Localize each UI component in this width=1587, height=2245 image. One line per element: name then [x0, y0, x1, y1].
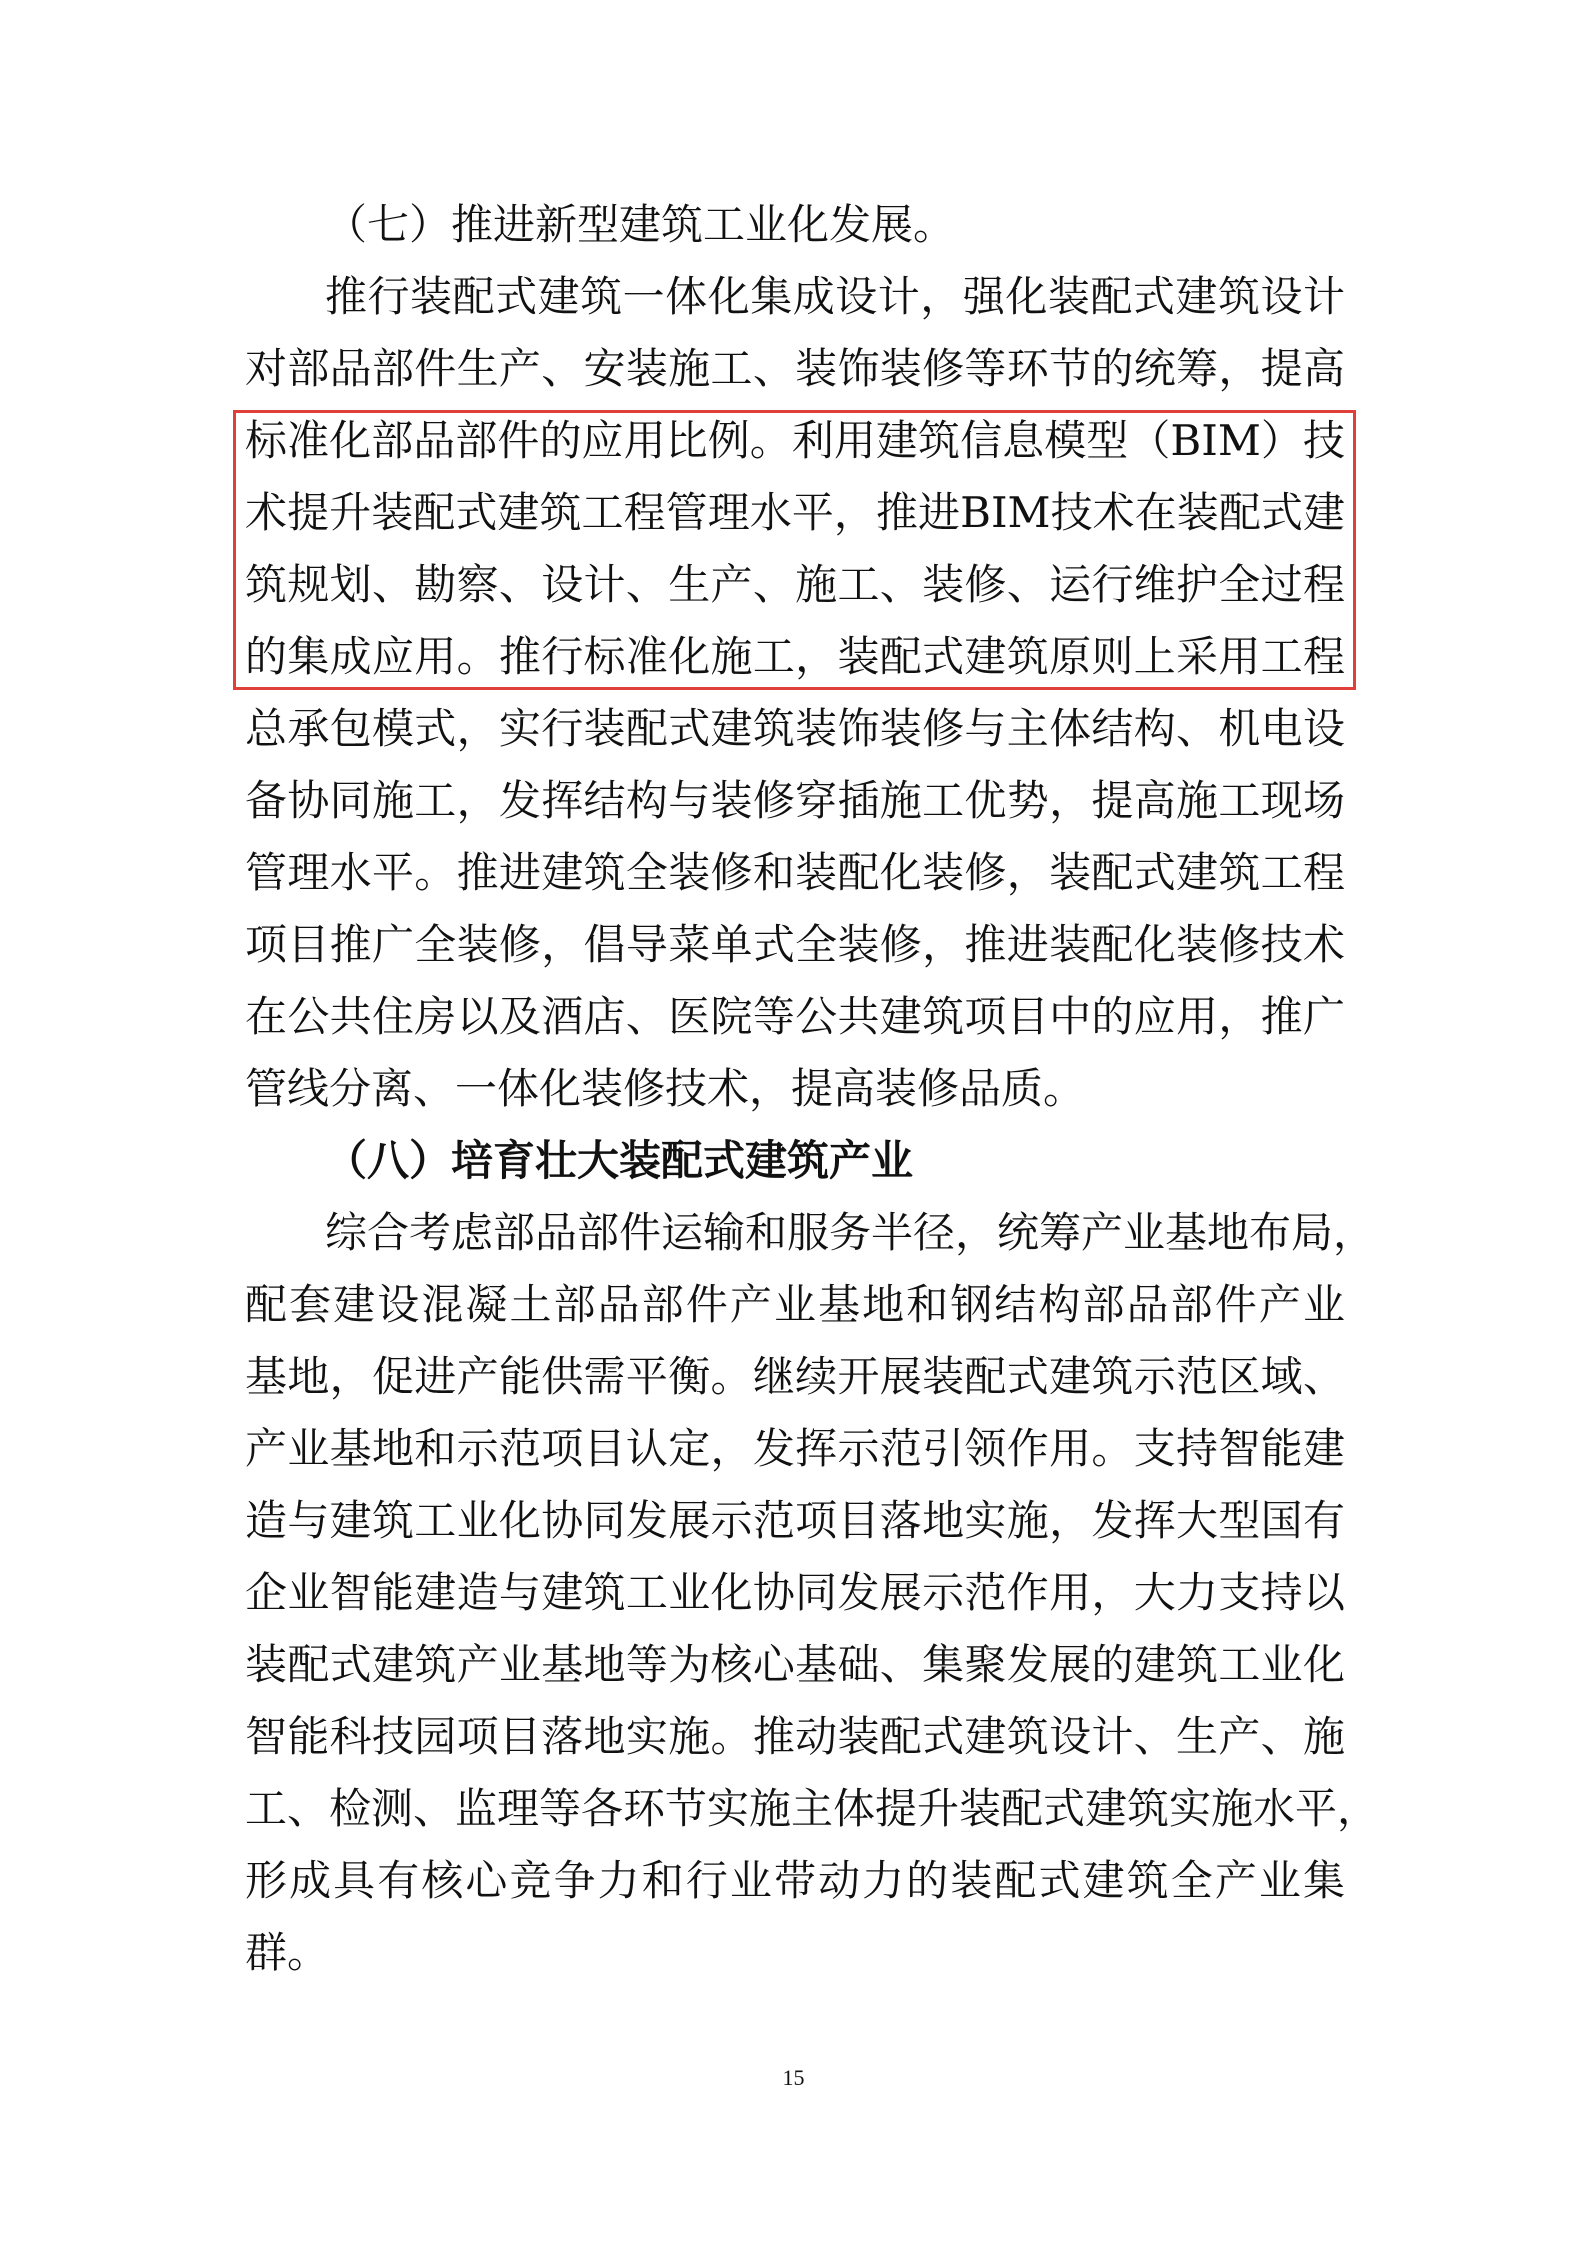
paragraph-line: 管理水平。推进建筑全装修和装配化装修，装配式建筑工程 [245, 848, 1345, 897]
paragraph-line: 装配式建筑产业基地等为核心基础、集聚发展的建筑工业化 [245, 1640, 1345, 1689]
paragraph-line: 在公共住房以及酒店、医院等公共建筑项目中的应用，推广 [245, 992, 1345, 1041]
paragraph-line: 企业智能建造与建筑工业化协同发展示范作用，大力支持以 [245, 1568, 1345, 1617]
paragraph-line: 项目推广全装修，倡导菜单式全装修，推进装配化装修技术 [245, 920, 1345, 969]
paragraph-line: 管线分离、一体化装修技术，提高装修品质。 [245, 1064, 1086, 1113]
paragraph-line: 产业基地和示范项目认定，发挥示范引领作用。支持智能建 [245, 1424, 1345, 1473]
paragraph-line: 群。 [245, 1928, 330, 1977]
paragraph-line: 推行装配式建筑一体化集成设计，强化装配式建筑设计 [325, 272, 1345, 321]
paragraph-line: 对部品部件生产、安装施工、装饰装修等环节的统筹，提高 [245, 344, 1345, 393]
highlight-box [233, 410, 1356, 690]
paragraph-line: 造与建筑工业化协同发展示范项目落地实施，发挥大型国有 [245, 1496, 1345, 1545]
paragraph-line: 基地，促进产能供需平衡。继续开展装配式建筑示范区域、 [245, 1352, 1345, 1401]
paragraph-line: 的集成应用。推行标准化施工，装配式建筑原则上采用工程 [245, 632, 1345, 681]
paragraph-line: 配套建设混凝土部品部件产业基地和钢结构部品部件产业 [245, 1280, 1345, 1329]
section-7-heading: （七）推进新型建筑工业化发展。 [325, 200, 956, 249]
paragraph-line: 筑规划、勘察、设计、生产、施工、装修、运行维护全过程 [245, 560, 1345, 609]
paragraph-line: 总承包模式，实行装配式建筑装饰装修与主体结构、机电设 [245, 704, 1345, 753]
paragraph-line: 备协同施工，发挥结构与装修穿插施工优势，提高施工现场 [245, 776, 1345, 825]
paragraph-line: 术提升装配式建筑工程管理水平，推进BIM技术在装配式建 [245, 488, 1345, 537]
section-8-heading: （八）培育壮大装配式建筑产业 [325, 1136, 914, 1185]
paragraph-line: 智能科技园项目落地实施。推动装配式建筑设计、生产、施 [245, 1712, 1345, 1761]
paragraph-line: 形成具有核心竞争力和行业带动力的装配式建筑全产业集 [245, 1856, 1345, 1905]
page-number: 15 [782, 2065, 805, 2090]
paragraph-line: 标准化部品部件的应用比例。利用建筑信息模型（BIM）技 [245, 416, 1345, 465]
paragraph-line: 工、检测、监理等各环节实施主体提升装配式建筑实施水平， [245, 1784, 1380, 1833]
paragraph-line: 综合考虑部品部件运输和服务半径，统筹产业基地布局， [325, 1208, 1376, 1257]
